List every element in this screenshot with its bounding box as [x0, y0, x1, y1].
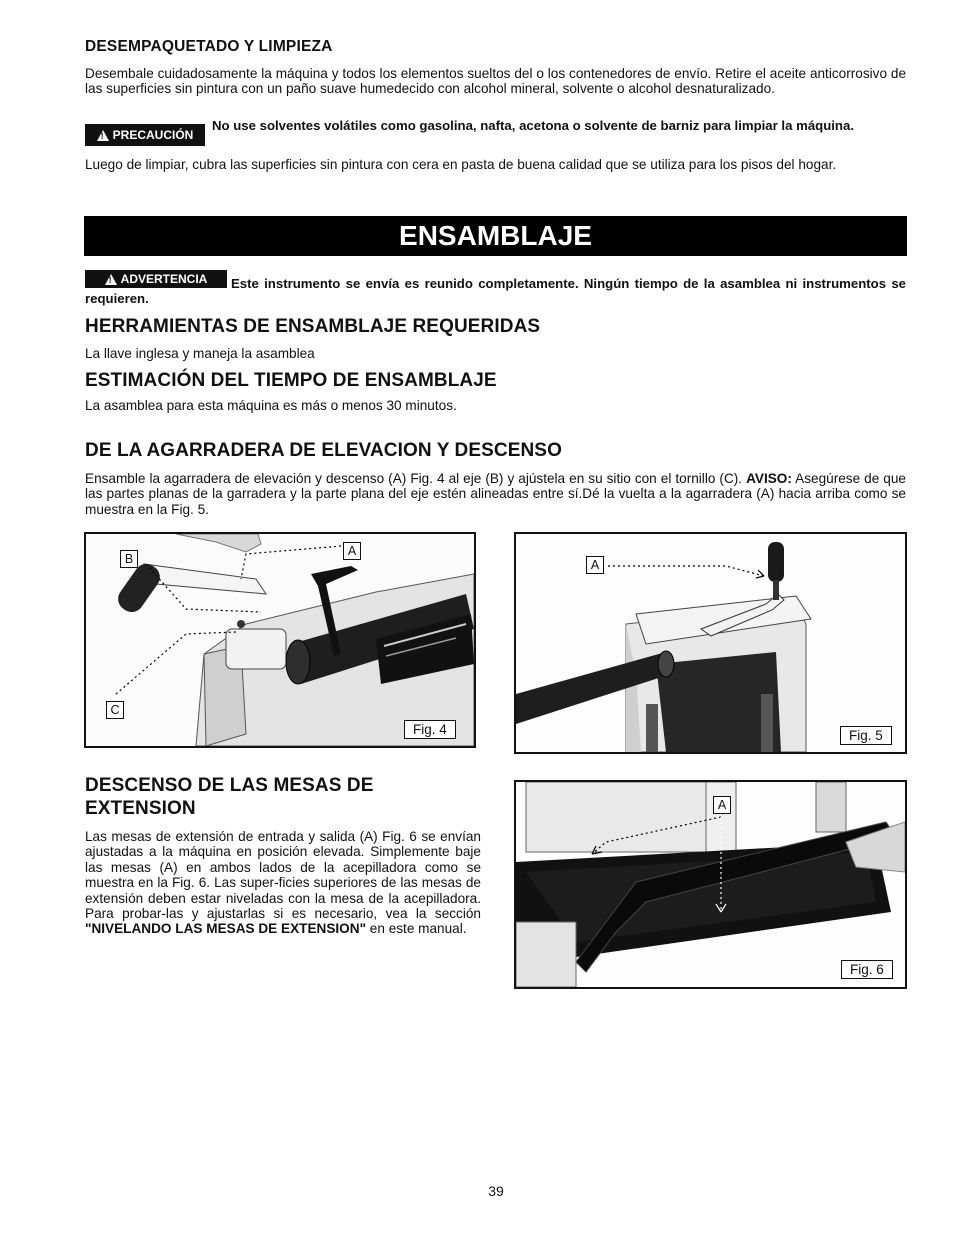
- figure-5-illustration: [516, 534, 905, 752]
- figure-6-label: Fig. 6: [841, 960, 893, 979]
- caution-badge: [85, 124, 205, 146]
- figure-4: [84, 532, 476, 748]
- tables-section-reference: "NIVELANDO LAS MESAS DE EXTENSION": [85, 921, 367, 937]
- callout-a: A: [713, 796, 731, 814]
- warning-text: Este instrumento se envía es reunido completamente. Ningún tiempo de la asamblea ni instrumentos se requieren.: [85, 276, 906, 307]
- figure-4-label: Fig. 4: [404, 720, 456, 739]
- handle-text-a: Ensamble la agarradera de elevación y descenso (A) Fig. 4 al eje (B) y ajústela en su sitio con el tornillo (C).: [85, 471, 747, 486]
- tools-text: La llave inglesa y maneja la asamblea: [85, 346, 315, 361]
- caution-text: No use solventes volátiles como gasolina, nafta, acetona o solvente de barniz para limpiar la máquina.: [212, 118, 854, 133]
- handle-title: DE LA AGARRADERA DE ELEVACION Y DESCENSO: [85, 440, 562, 461]
- handle-paragraph: [85, 471, 906, 517]
- figure-6-illustration: [516, 782, 905, 987]
- callout-a: A: [343, 542, 361, 560]
- figure-5: [514, 532, 907, 754]
- tables-text-b: en este manual.: [366, 921, 467, 937]
- tools-title: HERRAMIENTAS DE ENSAMBLAJE REQUERIDAS: [85, 316, 541, 337]
- tables-title-line1: DESCENSO DE LAS MESAS DE: [85, 775, 374, 796]
- warning-triangle-icon: [97, 130, 109, 141]
- caution-badge-label: PRECAUCIÓN: [112, 128, 194, 142]
- section-banner: ENSAMBLAJE: [84, 216, 907, 256]
- figure-4-illustration: [86, 534, 474, 746]
- callout-c: C: [106, 701, 124, 719]
- tables-text-a: Las mesas de extensión de entrada y salida (A) Fig. 6 se envían ajustadas a la máquina en posición elevada. Simplemente baje las mesas (A) en ambos lados de la acepilladora como se muestra en la Fig. 6. Las super-ficies superiores de las mesas de extensión deben estar niveladas con la mesa de la acepilladora. Para probar-las y ajustarlas si es necesario, vea la sección: [85, 829, 481, 922]
- warning-badge-label: ADVERTENCIA: [120, 272, 208, 286]
- time-text: La asamblea para esta máquina es más o menos 30 minutos.: [85, 398, 457, 413]
- handle-text-b: Asegúrese de que las partes planas de la garradera y la parte plana del eje estén alineadas entre sí.Dé la vuelta a la agarradera (A) hacia arriba como se muestra en la Fig. 5.: [85, 471, 906, 517]
- unpacking-paragraph: Desembale cuidadosamente la máquina y todos los elementos sueltos del o los contenedores de envío. Retire el aceite anticorrosivo de las superficies sin pintura con un paño suave humedecido con alcohol mineral, solvente o alcohol desnaturalizado.: [85, 66, 906, 97]
- tables-paragraph: [85, 829, 481, 937]
- callout-b: B: [120, 550, 138, 568]
- figure-5-label: Fig. 5: [840, 726, 892, 745]
- callout-a: A: [586, 556, 604, 574]
- aviso-label: AVISO:: [746, 471, 792, 486]
- tables-title-line2: EXTENSION: [85, 798, 196, 819]
- page-number: 39: [488, 1183, 504, 1199]
- figure-6: [514, 780, 907, 989]
- tables-title: [85, 774, 374, 820]
- cleaning-paragraph: Luego de limpiar, cubra las superficies sin pintura con cera en pasta de buena calidad que se utiliza para los pisos del hogar.: [85, 157, 837, 172]
- unpacking-title: DESEMPAQUETADO Y LIMPIEZA: [85, 38, 333, 55]
- time-title: ESTIMACIÓN DEL TIEMPO DE ENSAMBLAJE: [85, 370, 497, 391]
